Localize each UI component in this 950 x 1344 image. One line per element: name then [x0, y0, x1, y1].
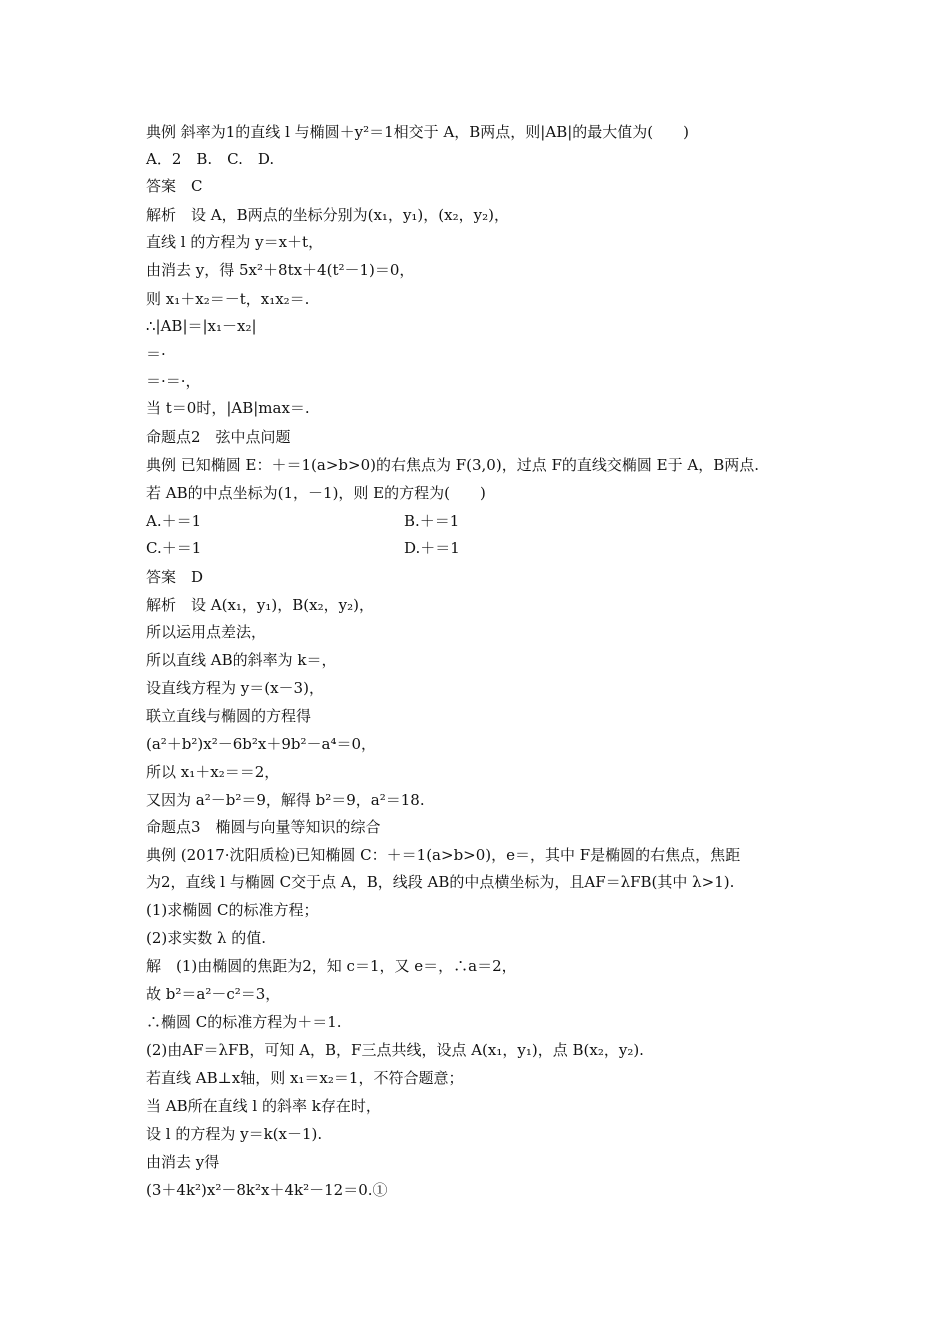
text-line: ＝·: [146, 345, 166, 363]
text-line: (3＋4k²)x²－8k²x＋4k²－12＝0.①: [146, 1181, 388, 1199]
text-line: 所以运用点差法，: [146, 623, 267, 641]
text-line: 所以 x₁＋x₂＝＝2，: [146, 763, 280, 781]
text-line: 则 x₁＋x₂＝－t，x₁x₂＝.: [146, 290, 310, 308]
section-heading: 命题点2 弦中点问题: [146, 428, 291, 446]
text-line: 解 (1)由椭圆的焦距为2，知 c＝1，又 e＝，∴a＝2，: [146, 957, 517, 975]
text-line: 为2，直线 l 与椭圆 C交于点 A，B，线段 AB的中点横坐标为，且AF＝λFB(其中 λ>1).: [146, 873, 735, 891]
text-line: A．2 B. C. D.: [146, 150, 275, 168]
section-heading: 命题点3 椭圆与向量等知识的综合: [146, 818, 381, 836]
option-d: D.＋＝1: [404, 539, 460, 557]
text-line: (2)由AF＝λFB，可知 A，B，F三点共线，设点 A(x₁，y₁)，点 B(x₂，y₂).: [146, 1041, 644, 1059]
text-line: 答案 C: [146, 177, 203, 195]
text-line: 由消去 y，得 5x²＋8tx＋4(t²－1)＝0，: [146, 261, 415, 279]
text-line: 答案 D: [146, 568, 204, 586]
option-row: [146, 537, 846, 559]
text-line: 当 AB所在直线 l 的斜率 k存在时，: [146, 1097, 381, 1115]
text-line: 联立直线与椭圆的方程得: [146, 707, 312, 725]
text-line: 设直线方程为 y＝(x－3)，: [146, 679, 324, 697]
text-line: (a²＋b²)x²－6b²x＋9b²－a⁴＝0，: [146, 735, 377, 753]
text-line: 解析 设 A，B两点的坐标分别为(x₁，y₁)，(x₂，y₂)，: [146, 206, 509, 224]
text-line: 典例 斜率为1的直线 l 与椭圆＋y²＝1相交于 A，B两点，则|AB|的最大值为( ): [146, 123, 689, 141]
text-line: 典例 (2017·沈阳质检)已知椭圆 C：＋＝1(a>b>0)，e＝，其中 F是椭圆的右焦点，焦距: [146, 846, 741, 864]
option-row: [146, 510, 846, 532]
text-line: ∴|AB|＝|x₁－x₂|: [146, 317, 257, 335]
text-line: 典例 已知椭圆 E：＋＝1(a>b>0)的右焦点为 F(3,0)，过点 F的直线交椭圆 E于 A，B两点.: [146, 456, 759, 474]
option-b: B.＋＝1: [404, 512, 460, 530]
text-line: (1)求椭圆 C的标准方程；: [146, 901, 319, 919]
text-line: 又因为 a²－b²＝9，解得 b²＝9，a²＝18.: [146, 791, 425, 809]
text-line: (2)求实数 λ 的值.: [146, 929, 267, 947]
text-line: 若 AB的中点坐标为(1，－1)，则 E的方程为( ): [146, 484, 486, 502]
text-line: 设 l 的方程为 y＝k(x－1).: [146, 1125, 323, 1143]
text-line: 当 t＝0时，|AB|max＝.: [146, 399, 310, 417]
text-line: ∴椭圆 C的标准方程为＋＝1.: [146, 1013, 342, 1031]
text-line: 若直线 AB⊥x轴，则 x₁＝x₂＝1，不符合题意；: [146, 1069, 464, 1087]
text-line: 所以直线 AB的斜率为 k＝，: [146, 651, 337, 669]
text-line: ＝·＝·，: [146, 372, 201, 390]
text-line: 由消去 y得: [146, 1153, 220, 1171]
text-line: 解析 设 A(x₁，y₁)，B(x₂，y₂)，: [146, 596, 374, 614]
option-a: A.＋＝1: [146, 512, 202, 530]
text-line: 故 b²＝a²－c²＝3，: [146, 985, 281, 1003]
text-line: 直线 l 的方程为 y＝x＋t，: [146, 233, 324, 251]
option-c: C.＋＝1: [146, 539, 202, 557]
